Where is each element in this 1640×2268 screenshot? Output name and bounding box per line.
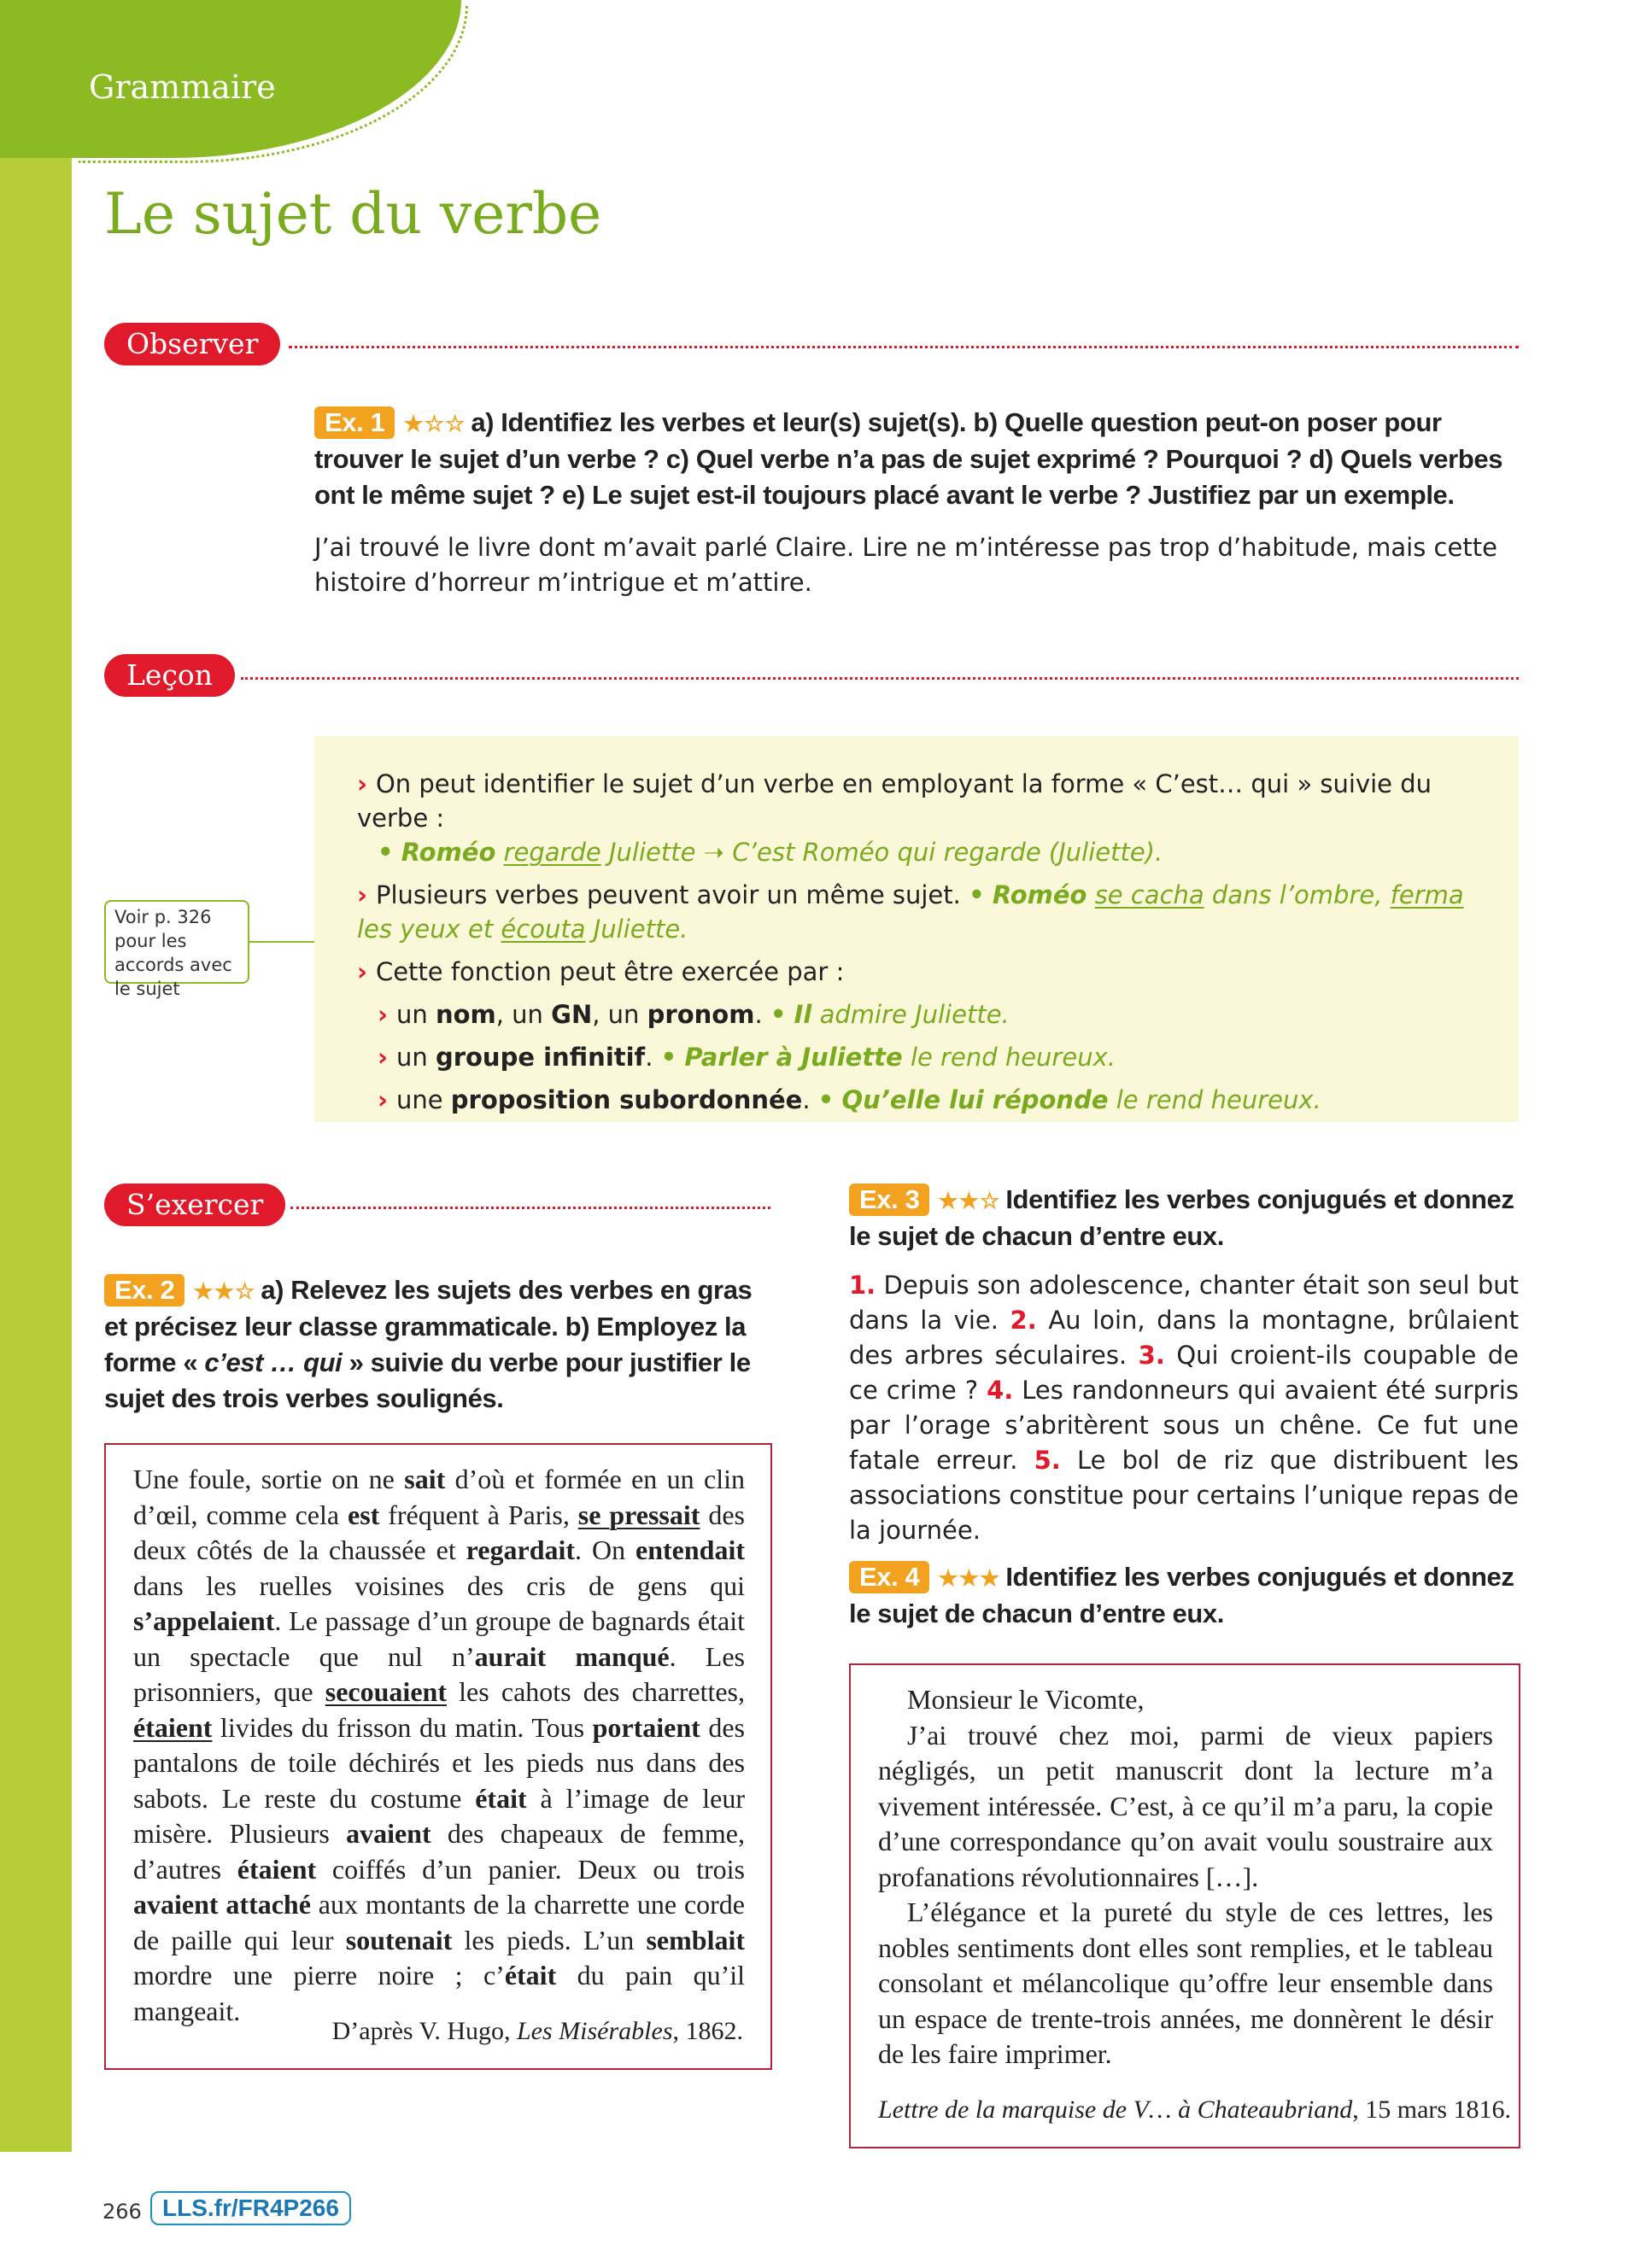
ex1-badge: Ex. 1 [314, 406, 395, 439]
lesson-sub-3: › une proposition subordonnée. • Qu’elle lui réponde le rend heureux. [378, 1085, 1321, 1114]
ex2-passage: Une foule, sortie on ne sait d’où et formée en un clin d’œil, comme cela est fréquent à Paris, se pressait des deux côtés de la chaussée et regardait. On entendait dans les ruelles voisines des cris de gens qui s’appelaient. Le passage d’un groupe de bagnards était un spectacle que nul n’aurait manqué. Les prisonniers, que secouaient les cahots des charrettes, étaient livides du frisson du matin. Tous portaient des pantalons de toile déchirés et les pieds nus dans des sabots. Le reste du costume était à l’image de leur misère. Plusieurs avaient des chapeaux de femme, d’autres étaient coiffés d’un panier. Deux ou trois avaient attaché aux montants de la charrette une corde de paille qui leur soutenait les pieds. L’un semblait mordre une pierre noire ; c’était du pain qu’il mangeait. [133, 1464, 746, 2026]
difficulty-stars-icon: ★☆☆ [403, 411, 466, 436]
note-connector [249, 941, 314, 943]
ex1-text: J’ai trouvé le livre dont m’avait parlé Claire. Lire ne m’intéresse pas trop d’habitude, mais cette histoire d’horreur m’intrigue et m’attire. [314, 533, 1497, 597]
ex2-source: D’après V. Hugo, Les Misérables, 1862. [331, 2017, 743, 2045]
lesson-example-1: • Roméo regarde Juliette ➝ C’est Roméo qui regarde (Juliette). [378, 838, 1163, 867]
difficulty-stars-icon: ★★☆ [938, 1188, 1001, 1213]
ex2-badge: Ex. 2 [104, 1274, 184, 1306]
ex3-heading: Ex. 3 ★★☆ Identifiez les verbes conjugués et donnez le sujet de chacun d’entre eux. [849, 1184, 1514, 1251]
difficulty-stars-icon: ★★★ [938, 1565, 1001, 1591]
ex3-badge: Ex. 3 [849, 1184, 929, 1216]
ex4-heading: Ex. 4 ★★★ Identifiez les verbes conjugués et donnez le sujet de chacun d’entre eux. [849, 1562, 1514, 1628]
ex1-block [314, 405, 1519, 600]
lesson-sub-1: › un nom, un GN, un pronom. • Il admire Juliette. [378, 1000, 1010, 1029]
ex4-block [849, 1559, 1519, 1632]
lecon-label: Leçon [104, 654, 235, 697]
ex2-block [104, 1272, 774, 1417]
footer-link[interactable]: LLS.fr/FR4P266 [150, 2191, 351, 2225]
lesson-item-3: › Cette fonction peut être exercée par : [357, 957, 845, 986]
chevron-right-icon: › [357, 880, 367, 909]
chevron-right-icon: › [378, 1000, 388, 1029]
lesson-item-1: › On peut identifier le sujet d’un verbe en employant la forme « C’est… qui » suivie du verbe : [357, 769, 1432, 833]
page-number: 266 [102, 2200, 142, 2224]
difficulty-stars-icon: ★★☆ [193, 1278, 256, 1304]
exercer-label: S’exercer [104, 1184, 285, 1226]
arrow-right-icon: ➝ [703, 838, 724, 867]
ex4-badge: Ex. 4 [849, 1561, 929, 1593]
ex4-letter: Monsieur le Vicomte, J’ai trouvé chez moi, parmi de vieux papiers négligés, un petit manuscrit dont la lecture m’a vivement intéressée. C’est, à ce qu’il m’a paru, la copie d’une correspondance qu’on avait voulu soustraire aux profanations révolutionnaires […]. L’élégance et la pureté du style de ces lettres, les nobles sentiments dont elles sont remplies, et le tableau consolant et mélancolique qu’offre leur ensemble dans un espace de trente-trois années, me donnèrent le désir de les faire imprimer. [878, 1684, 1493, 2069]
lesson-box [314, 736, 1519, 1122]
observer-label: Observer [104, 323, 280, 365]
ex2-text-box [104, 1443, 772, 2070]
ex1-heading [314, 405, 1519, 513]
chevron-right-icon: › [378, 1085, 388, 1114]
ex2-heading: Ex. 2 ★★☆ a) Relevez les sujets des verbes en gras et précisez leur classe grammaticale. b) Employez la forme « c’est … qui » suivie du verbe pour justifier le sujet des trois verbes soulignés. [104, 1275, 753, 1413]
section-label: Grammaire [89, 68, 276, 106]
chevron-right-icon: › [357, 769, 367, 798]
chevron-right-icon: › [378, 1043, 388, 1072]
ex4-source: Lettre de la marquise de V… à Chateaubriand, 15 mars 1816. [878, 2096, 1512, 2124]
ex3-block [849, 1182, 1519, 1548]
margin-note: Voir p. 326 pour les accords avec le sujet [104, 900, 249, 984]
sidebar-band [0, 0, 72, 2152]
lesson-sub-2: › un groupe infinitif. • Parler à Juliette le rend heureux. [378, 1043, 1116, 1072]
exercer-divider [290, 1207, 770, 1209]
ex3-items: 1. Depuis son adolescence, chanter était son seul but dans la vie. 2. Au loin, dans la montagne, brûlaient des arbres séculaires. 3. Qui croient-ils coupable de ce crime ? 4. Les randonneurs qui avaient été surpris par l’orage s’abritèrent sous un chêne. Ce fut une fatale erreur. 5. Le bol de riz que distribuent les associations constitue pour certains l’unique repas de la journée. [849, 1271, 1520, 1545]
observer-divider [289, 346, 1519, 348]
ex1-question: a) Identifiez les verbes et leur(s) sujet(s). b) Quelle question peut-on poser pour trouver le sujet d’un verbe ? c) Quel verbe n’a pas de sujet exprimé ? Pourquoi ? d) Quels verbes ont le même sujet ? e) Le sujet est-il toujours placé avant le verbe ? Justifiez par un exemple. [314, 407, 1503, 510]
ex4-text-box [849, 1663, 1520, 2148]
lecon-divider [241, 677, 1519, 680]
lesson-item-2: › Plusieurs verbes peuvent avoir un même sujet. • Roméo se cacha dans l’ombre, ferma les yeux et écouta Juliette. [357, 880, 1464, 944]
page-title: Le sujet du verbe [104, 181, 602, 247]
chevron-right-icon: › [357, 957, 367, 986]
